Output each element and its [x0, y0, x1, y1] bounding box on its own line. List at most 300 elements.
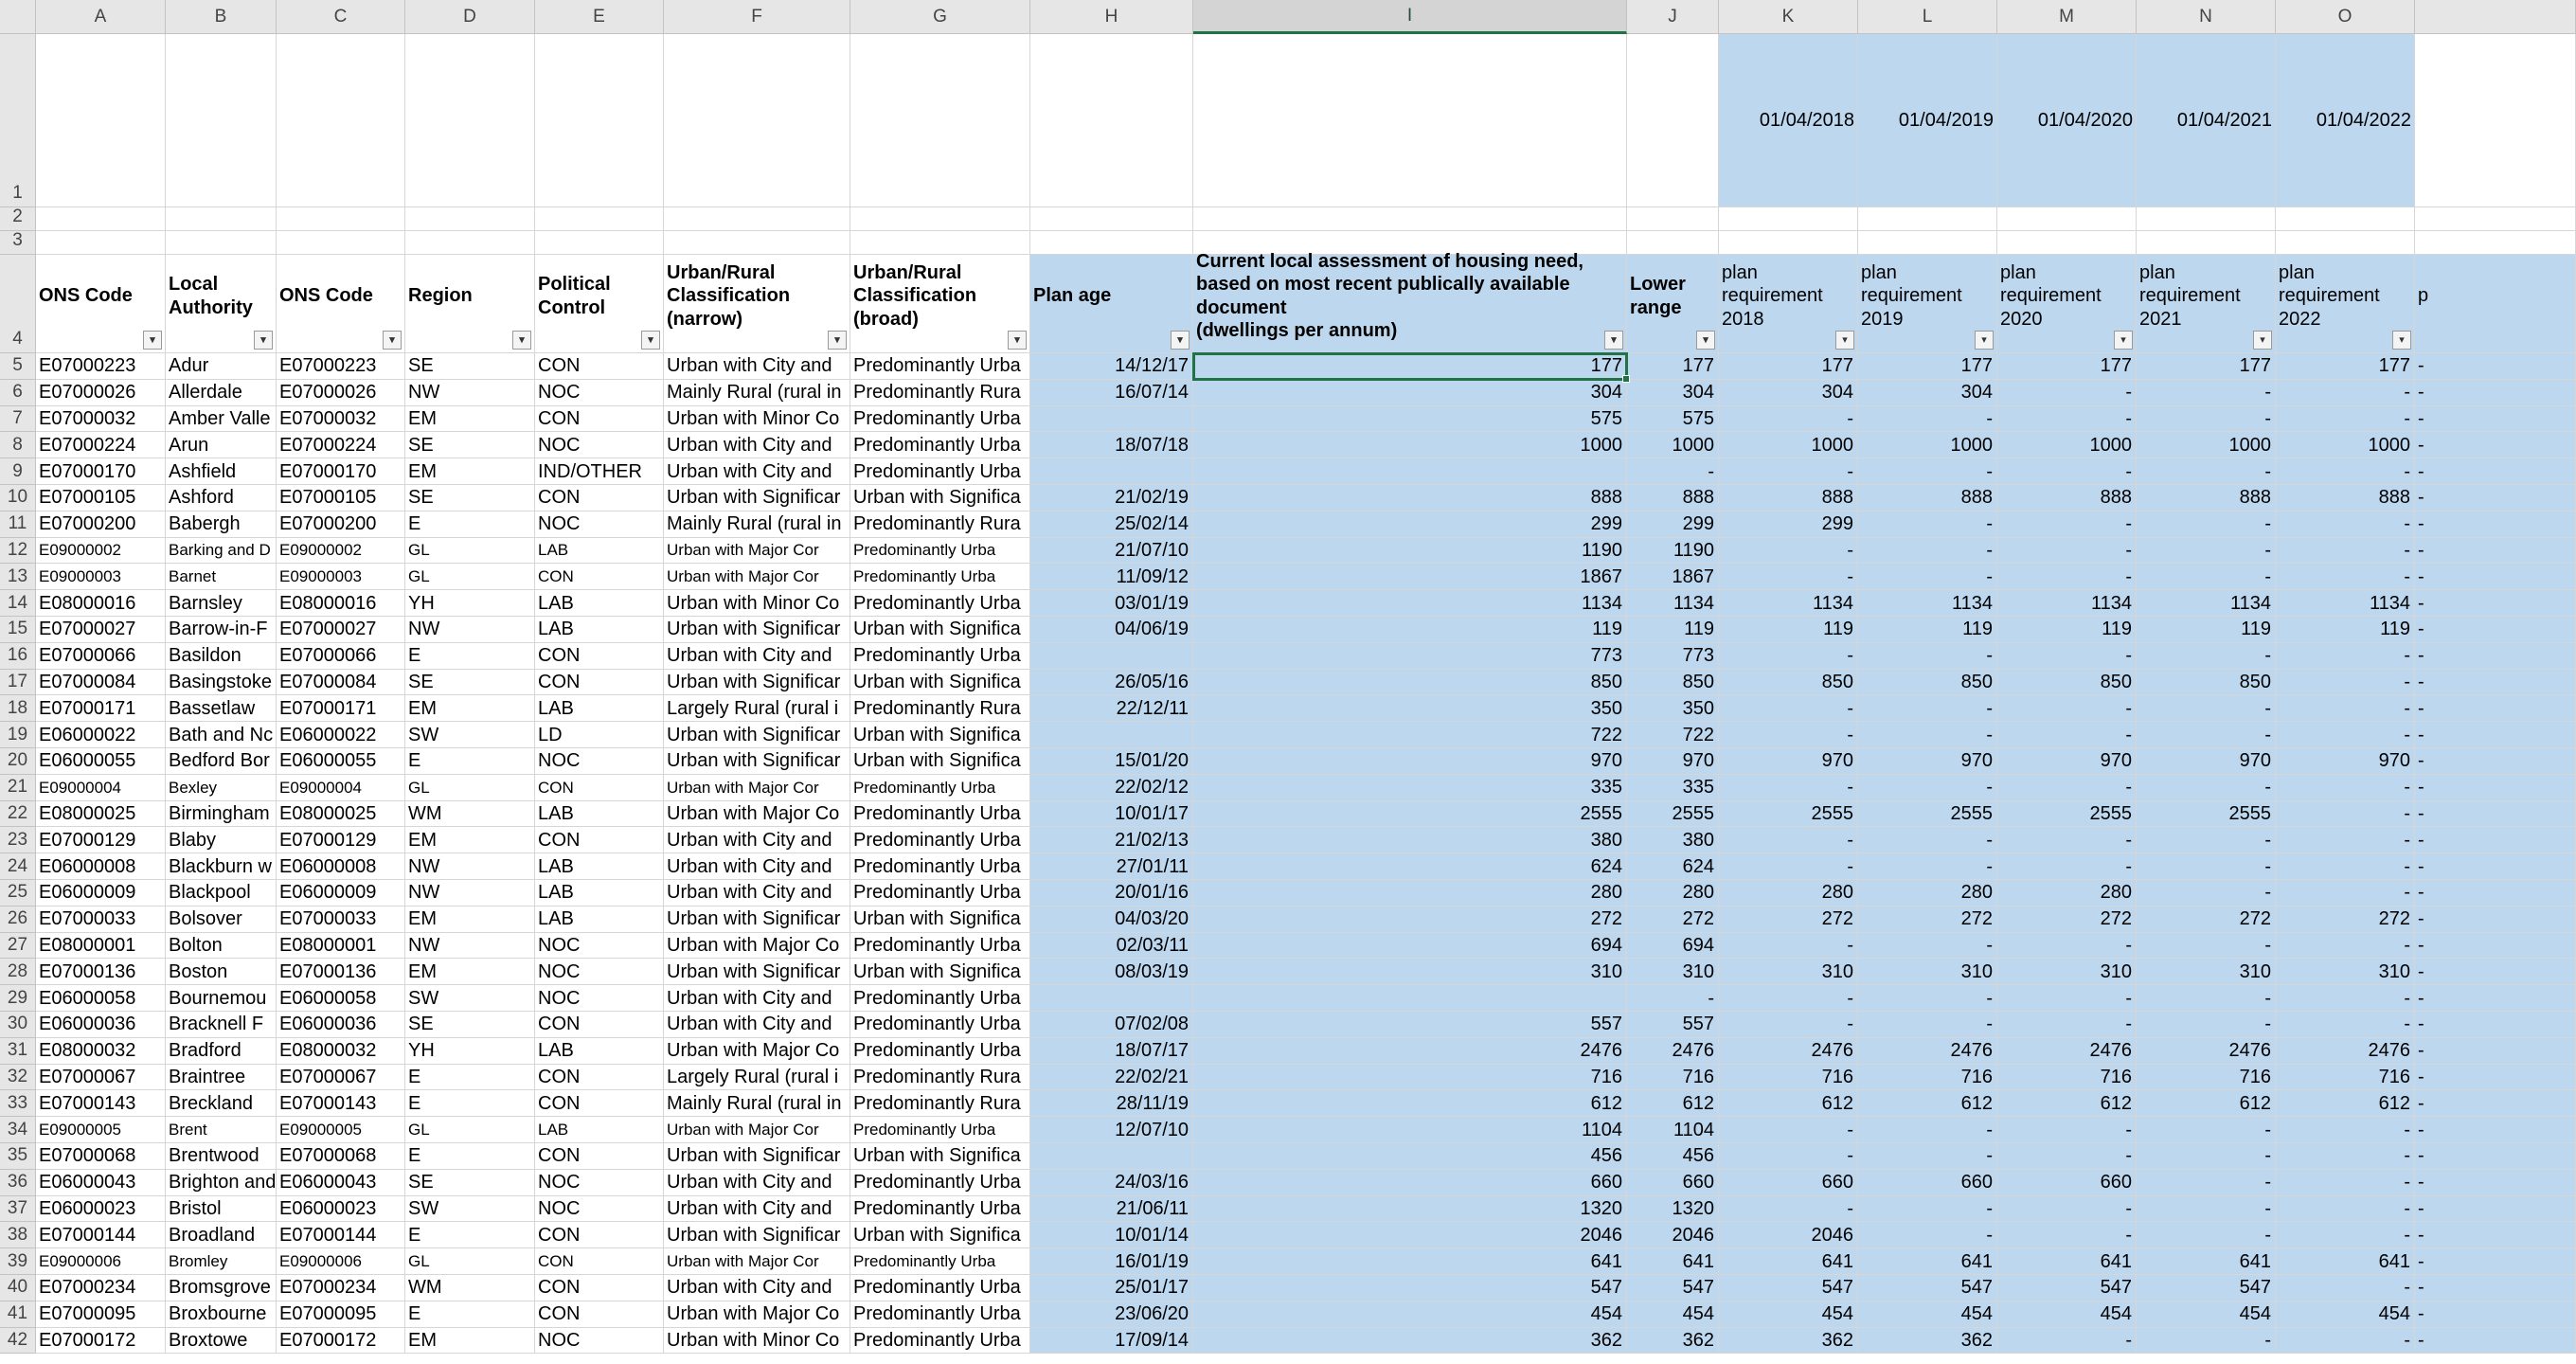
row-header[interactable]: 14 — [0, 590, 36, 617]
data-cell[interactable]: E07000033 — [36, 906, 166, 933]
row-header[interactable]: 40 — [0, 1275, 36, 1301]
data-cell[interactable]: - — [1858, 827, 1997, 853]
data-cell[interactable]: SW — [405, 1196, 535, 1223]
data-cell[interactable]: - — [1858, 722, 1997, 748]
column-header[interactable]: B — [166, 0, 277, 34]
data-cell[interactable]: Urban with Minor Co — [664, 590, 850, 617]
data-cell[interactable]: Urban with Significar — [664, 906, 850, 933]
data-cell[interactable]: 641 — [2276, 1248, 2415, 1275]
data-cell[interactable]: - — [2137, 406, 2276, 433]
data-cell[interactable]: 24/03/16 — [1030, 1170, 1193, 1196]
data-cell[interactable]: - — [1858, 1222, 1997, 1248]
data-cell[interactable]: Urban with City and — [664, 643, 850, 670]
data-cell[interactable]: Urban with City and — [664, 1012, 850, 1038]
data-cell[interactable]: E07000095 — [277, 1301, 405, 1328]
data-cell[interactable]: - — [2415, 695, 2576, 722]
data-cell[interactable]: E06000058 — [277, 985, 405, 1012]
data-cell[interactable]: - — [2415, 590, 2576, 617]
data-cell[interactable]: 547 — [1719, 1275, 1858, 1301]
data-cell[interactable]: 14/12/17 — [1030, 353, 1193, 380]
data-cell[interactable]: 716 — [1627, 1065, 1719, 1091]
column-title-cell[interactable] — [2415, 255, 2576, 353]
data-cell[interactable]: E07000143 — [277, 1090, 405, 1117]
row-header[interactable]: 3 — [0, 231, 36, 255]
data-cell[interactable]: 716 — [1719, 1065, 1858, 1091]
column-header[interactable]: N — [2137, 0, 2276, 34]
data-cell[interactable]: Predominantly Urba — [850, 458, 1030, 485]
filter-dropdown-icon[interactable]: ▾ — [1835, 331, 1854, 350]
column-header[interactable]: C — [277, 0, 405, 34]
filter-dropdown-icon[interactable]: ▾ — [254, 331, 273, 350]
data-cell[interactable]: E06000058 — [36, 985, 166, 1012]
data-cell[interactable]: - — [2137, 853, 2276, 880]
data-cell[interactable]: 299 — [1719, 512, 1858, 538]
data-cell[interactable]: 350 — [1627, 695, 1719, 722]
data-cell[interactable]: 350 — [1193, 695, 1627, 722]
date-header-cell[interactable]: 01/04/2019 — [1858, 34, 1997, 207]
data-cell[interactable]: Urban with Significar — [664, 1222, 850, 1248]
row-header[interactable]: 26 — [0, 906, 36, 933]
row-header[interactable]: 8 — [0, 432, 36, 458]
data-cell[interactable]: - — [1719, 1143, 1858, 1170]
data-cell[interactable]: 119 — [1858, 617, 1997, 643]
cell[interactable] — [166, 207, 277, 231]
date-header-cell[interactable]: 01/04/2018 — [1719, 34, 1858, 207]
data-cell[interactable]: Urban with Major Co — [664, 1038, 850, 1065]
data-cell[interactable]: - — [2415, 775, 2576, 801]
data-cell[interactable]: Predominantly Rura — [850, 512, 1030, 538]
select-all-corner[interactable] — [0, 0, 36, 34]
data-cell[interactable]: E07000084 — [36, 670, 166, 696]
data-cell[interactable]: NOC — [535, 512, 664, 538]
data-cell[interactable]: Barrow-in-F — [166, 617, 277, 643]
data-cell[interactable]: - — [1997, 406, 2137, 433]
data-cell[interactable]: Urban with Significar — [664, 617, 850, 643]
data-cell[interactable]: Predominantly Rura — [850, 380, 1030, 406]
data-cell[interactable]: - — [2137, 1328, 2276, 1355]
data-cell[interactable]: Urban with City and — [664, 985, 850, 1012]
data-cell[interactable]: CON — [535, 353, 664, 380]
data-cell[interactable]: 716 — [1858, 1065, 1997, 1091]
data-cell[interactable]: 612 — [2137, 1090, 2276, 1117]
data-cell[interactable]: 2555 — [1997, 801, 2137, 828]
data-cell[interactable]: - — [1997, 722, 2137, 748]
data-cell[interactable]: 310 — [2276, 959, 2415, 985]
data-cell[interactable]: - — [2137, 933, 2276, 960]
column-header[interactable]: G — [850, 0, 1030, 34]
date-header-cell[interactable]: 01/04/2020 — [1997, 34, 2137, 207]
data-cell[interactable]: - — [2415, 485, 2576, 512]
data-cell[interactable]: 177 — [1627, 353, 1719, 380]
column-header[interactable]: E — [535, 0, 664, 34]
data-cell[interactable]: - — [2137, 827, 2276, 853]
data-cell[interactable]: Brentwood — [166, 1143, 277, 1170]
data-cell[interactable]: Predominantly Urba — [850, 590, 1030, 617]
data-cell[interactable]: Broadland — [166, 1222, 277, 1248]
data-cell[interactable]: 612 — [1997, 1090, 2137, 1117]
data-cell[interactable]: CON — [535, 1090, 664, 1117]
data-cell[interactable]: - — [1997, 933, 2137, 960]
data-cell[interactable]: Predominantly Urba — [850, 775, 1030, 801]
data-cell[interactable]: Predominantly Urba — [850, 985, 1030, 1012]
data-cell[interactable]: 547 — [1193, 1275, 1627, 1301]
data-cell[interactable]: - — [1997, 564, 2137, 590]
data-cell[interactable]: Urban with Significa — [850, 1143, 1030, 1170]
data-cell[interactable]: E09000004 — [277, 775, 405, 801]
data-cell[interactable]: - — [1997, 775, 2137, 801]
data-cell[interactable]: - — [1858, 538, 1997, 565]
data-cell[interactable]: SE — [405, 485, 535, 512]
data-cell[interactable]: - — [2276, 670, 2415, 696]
column-header[interactable]: H — [1030, 0, 1193, 34]
data-cell[interactable]: GL — [405, 538, 535, 565]
data-cell[interactable]: - — [2415, 748, 2576, 775]
data-cell[interactable] — [1030, 406, 1193, 433]
data-cell[interactable]: - — [2276, 775, 2415, 801]
data-cell[interactable]: 1867 — [1193, 564, 1627, 590]
data-cell[interactable]: 2555 — [2137, 801, 2276, 828]
data-cell[interactable]: 850 — [1719, 670, 1858, 696]
data-cell[interactable]: - — [2415, 380, 2576, 406]
data-cell[interactable]: 362 — [1858, 1328, 1997, 1355]
cell[interactable] — [405, 34, 535, 207]
cell[interactable] — [277, 207, 405, 231]
data-cell[interactable]: 310 — [1997, 959, 2137, 985]
filter-dropdown-icon[interactable]: ▾ — [1975, 331, 1994, 350]
data-cell[interactable]: E07000170 — [277, 458, 405, 485]
data-cell[interactable]: - — [2137, 564, 2276, 590]
data-cell[interactable]: - — [1719, 538, 1858, 565]
row-header[interactable]: 29 — [0, 985, 36, 1012]
data-cell[interactable]: Mainly Rural (rural in — [664, 380, 850, 406]
filter-dropdown-icon[interactable]: ▾ — [2253, 331, 2272, 350]
data-cell[interactable]: 304 — [1627, 380, 1719, 406]
data-cell[interactable]: - — [2415, 353, 2576, 380]
data-cell[interactable]: 21/02/19 — [1030, 485, 1193, 512]
data-cell[interactable]: 888 — [2137, 485, 2276, 512]
data-cell[interactable]: NW — [405, 617, 535, 643]
data-cell[interactable]: Predominantly Urba — [850, 432, 1030, 458]
data-cell[interactable]: 1134 — [1193, 590, 1627, 617]
data-cell[interactable]: - — [2137, 1170, 2276, 1196]
data-cell[interactable]: CON — [535, 1012, 664, 1038]
data-cell[interactable]: E07000200 — [36, 512, 166, 538]
data-cell[interactable]: - — [1719, 458, 1858, 485]
row-header[interactable]: 16 — [0, 643, 36, 670]
row-header[interactable]: 39 — [0, 1248, 36, 1275]
data-cell[interactable]: - — [2276, 827, 2415, 853]
data-cell[interactable]: 304 — [1858, 380, 1997, 406]
data-cell[interactable]: Urban with Significa — [850, 722, 1030, 748]
data-cell[interactable]: - — [2415, 1301, 2576, 1328]
data-cell[interactable]: - — [1719, 1012, 1858, 1038]
data-cell[interactable]: 722 — [1627, 722, 1719, 748]
data-cell[interactable]: 716 — [2137, 1065, 2276, 1091]
data-cell[interactable]: LAB — [535, 906, 664, 933]
data-cell[interactable]: 694 — [1193, 933, 1627, 960]
data-cell[interactable]: Urban with City and — [664, 880, 850, 906]
data-cell[interactable]: 177 — [1858, 353, 1997, 380]
data-cell[interactable]: Urban with Significar — [664, 485, 850, 512]
data-cell[interactable]: E07000171 — [36, 695, 166, 722]
data-cell[interactable]: 280 — [1997, 880, 2137, 906]
data-cell[interactable]: 456 — [1627, 1143, 1719, 1170]
data-cell[interactable]: NOC — [535, 933, 664, 960]
data-cell[interactable]: 2476 — [1858, 1038, 1997, 1065]
data-cell[interactable]: 10/01/14 — [1030, 1222, 1193, 1248]
data-cell[interactable]: CON — [535, 1065, 664, 1091]
data-cell[interactable]: Urban with Significa — [850, 617, 1030, 643]
column-title-cell[interactable] — [2276, 255, 2415, 353]
data-cell[interactable]: E07000027 — [36, 617, 166, 643]
data-cell[interactable]: E06000023 — [277, 1196, 405, 1223]
data-cell[interactable]: CON — [535, 564, 664, 590]
data-cell[interactable]: - — [1719, 827, 1858, 853]
data-cell[interactable]: - — [2276, 538, 2415, 565]
data-cell[interactable]: 25/02/14 — [1030, 512, 1193, 538]
data-cell[interactable]: 2046 — [1193, 1222, 1627, 1248]
data-cell[interactable]: 2476 — [2137, 1038, 2276, 1065]
data-cell[interactable]: - — [2276, 1170, 2415, 1196]
data-cell[interactable]: - — [2415, 1275, 2576, 1301]
data-cell[interactable]: E07000095 — [36, 1301, 166, 1328]
data-cell[interactable]: 177 — [1719, 353, 1858, 380]
data-cell[interactable]: 16/07/14 — [1030, 380, 1193, 406]
data-cell[interactable]: 694 — [1627, 933, 1719, 960]
row-header[interactable]: 18 — [0, 695, 36, 722]
data-cell[interactable]: GL — [405, 564, 535, 590]
data-cell[interactable]: 272 — [1193, 906, 1627, 933]
data-cell[interactable]: 08/03/19 — [1030, 959, 1193, 985]
data-cell[interactable]: EM — [405, 827, 535, 853]
data-cell[interactable]: Bromley — [166, 1248, 277, 1275]
data-cell[interactable]: - — [1719, 1117, 1858, 1143]
data-cell[interactable]: E06000022 — [277, 722, 405, 748]
column-header[interactable] — [2415, 0, 2576, 34]
filter-dropdown-icon[interactable]: ▾ — [2392, 331, 2411, 350]
data-cell[interactable]: E07000224 — [277, 432, 405, 458]
column-title-cell[interactable] — [1193, 250, 1627, 353]
data-cell[interactable]: - — [2415, 1143, 2576, 1170]
data-cell[interactable]: EM — [405, 406, 535, 433]
data-cell[interactable]: - — [2137, 695, 2276, 722]
data-cell[interactable]: Bolton — [166, 933, 277, 960]
data-cell[interactable]: E09000006 — [36, 1248, 166, 1275]
cell[interactable] — [1719, 207, 1858, 231]
data-cell[interactable]: NOC — [535, 748, 664, 775]
data-cell[interactable]: 888 — [1997, 485, 2137, 512]
data-cell[interactable]: NOC — [535, 985, 664, 1012]
data-cell[interactable]: 119 — [1627, 617, 1719, 643]
data-cell[interactable]: LAB — [535, 1038, 664, 1065]
cell[interactable] — [1030, 34, 1193, 207]
data-cell[interactable] — [1030, 985, 1193, 1012]
cell[interactable] — [1030, 207, 1193, 231]
data-cell[interactable]: 17/09/14 — [1030, 1328, 1193, 1355]
data-cell[interactable]: 773 — [1193, 643, 1627, 670]
data-cell[interactable]: - — [1719, 695, 1858, 722]
data-cell[interactable]: - — [1997, 512, 2137, 538]
data-cell[interactable]: 299 — [1193, 512, 1627, 538]
data-cell[interactable]: 280 — [1858, 880, 1997, 906]
data-cell[interactable]: 454 — [1719, 1301, 1858, 1328]
data-cell[interactable]: CON — [535, 485, 664, 512]
data-cell[interactable]: E06000022 — [36, 722, 166, 748]
data-cell[interactable]: NOC — [535, 1170, 664, 1196]
data-cell[interactable]: E — [405, 1301, 535, 1328]
data-cell[interactable]: 888 — [1719, 485, 1858, 512]
data-cell[interactable]: 26/05/16 — [1030, 670, 1193, 696]
data-cell[interactable]: 310 — [1627, 959, 1719, 985]
cell[interactable] — [2415, 207, 2576, 231]
data-cell[interactable]: Predominantly Urba — [850, 1117, 1030, 1143]
row-header[interactable]: 42 — [0, 1328, 36, 1355]
data-cell[interactable]: 1190 — [1193, 538, 1627, 565]
data-cell[interactable]: 716 — [2276, 1065, 2415, 1091]
cell[interactable] — [1858, 207, 1997, 231]
data-cell[interactable]: E — [405, 1065, 535, 1091]
data-cell[interactable]: - — [2137, 880, 2276, 906]
data-cell[interactable]: 2476 — [2276, 1038, 2415, 1065]
row-header[interactable]: 30 — [0, 1012, 36, 1038]
data-cell[interactable]: E07000032 — [277, 406, 405, 433]
data-cell[interactable]: E07000144 — [36, 1222, 166, 1248]
data-cell[interactable]: 20/01/16 — [1030, 880, 1193, 906]
data-cell[interactable]: 1134 — [1997, 590, 2137, 617]
data-cell[interactable]: - — [2415, 538, 2576, 565]
row-header[interactable]: 7 — [0, 406, 36, 433]
data-cell[interactable]: Bassetlaw — [166, 695, 277, 722]
data-cell[interactable]: 660 — [1719, 1170, 1858, 1196]
data-cell[interactable]: 2476 — [1719, 1038, 1858, 1065]
data-cell[interactable]: EM — [405, 1328, 535, 1355]
data-cell[interactable]: - — [2276, 380, 2415, 406]
data-cell[interactable]: E07000129 — [277, 827, 405, 853]
data-cell[interactable]: Predominantly Urba — [850, 1328, 1030, 1355]
data-cell[interactable]: 362 — [1627, 1328, 1719, 1355]
data-cell[interactable]: LAB — [535, 1117, 664, 1143]
data-cell[interactable]: Mainly Rural (rural in — [664, 512, 850, 538]
data-cell[interactable]: - — [1997, 695, 2137, 722]
data-cell[interactable]: Ashford — [166, 485, 277, 512]
data-cell[interactable]: E08000001 — [36, 933, 166, 960]
data-cell[interactable]: 1867 — [1627, 564, 1719, 590]
data-cell[interactable]: E07000136 — [36, 959, 166, 985]
data-cell[interactable]: 21/02/13 — [1030, 827, 1193, 853]
data-cell[interactable]: 22/02/12 — [1030, 775, 1193, 801]
data-cell[interactable]: - — [2415, 1065, 2576, 1091]
data-cell[interactable]: - — [2415, 406, 2576, 433]
column-title-cell[interactable] — [535, 255, 664, 353]
cell[interactable] — [664, 34, 850, 207]
data-cell[interactable]: 970 — [1627, 748, 1719, 775]
data-cell[interactable]: 716 — [1997, 1065, 2137, 1091]
data-cell[interactable]: Allerdale — [166, 380, 277, 406]
data-cell[interactable]: - — [2276, 1328, 2415, 1355]
cell[interactable] — [2415, 34, 2576, 207]
data-cell[interactable]: - — [1997, 643, 2137, 670]
data-cell[interactable]: Predominantly Urba — [850, 801, 1030, 828]
data-cell[interactable]: LAB — [535, 695, 664, 722]
data-cell[interactable] — [1193, 985, 1627, 1012]
data-cell[interactable]: 310 — [1193, 959, 1627, 985]
data-cell[interactable]: Predominantly Urba — [850, 1038, 1030, 1065]
data-cell[interactable]: 850 — [1193, 670, 1627, 696]
data-cell[interactable]: E09000002 — [36, 538, 166, 565]
data-cell[interactable]: E07000067 — [277, 1065, 405, 1091]
cell[interactable] — [1719, 231, 1858, 255]
cell[interactable] — [664, 207, 850, 231]
column-header[interactable]: K — [1719, 0, 1858, 34]
data-cell[interactable]: EM — [405, 458, 535, 485]
data-cell[interactable]: 22/02/21 — [1030, 1065, 1193, 1091]
data-cell[interactable]: Urban with Significa — [850, 959, 1030, 985]
data-cell[interactable]: 1134 — [1627, 590, 1719, 617]
row-header[interactable]: 10 — [0, 485, 36, 512]
cell[interactable] — [1193, 34, 1627, 207]
data-cell[interactable]: - — [2137, 512, 2276, 538]
data-cell[interactable]: - — [2276, 1196, 2415, 1223]
data-cell[interactable]: 454 — [2137, 1301, 2276, 1328]
filter-dropdown-icon[interactable]: ▾ — [1171, 331, 1190, 350]
column-header[interactable]: F — [664, 0, 850, 34]
data-cell[interactable]: LAB — [535, 617, 664, 643]
data-cell[interactable]: 612 — [2276, 1090, 2415, 1117]
cell[interactable] — [277, 34, 405, 207]
data-cell[interactable]: Urban with Major Cor — [664, 538, 850, 565]
data-cell[interactable]: YH — [405, 590, 535, 617]
data-cell[interactable]: 28/11/19 — [1030, 1090, 1193, 1117]
data-cell[interactable]: 888 — [2276, 485, 2415, 512]
data-cell[interactable]: - — [1997, 458, 2137, 485]
data-cell[interactable]: NOC — [535, 432, 664, 458]
data-cell[interactable]: 27/01/11 — [1030, 853, 1193, 880]
data-cell[interactable]: 2046 — [1627, 1222, 1719, 1248]
cell[interactable] — [1997, 231, 2137, 255]
data-cell[interactable]: - — [1997, 1196, 2137, 1223]
data-cell[interactable]: 970 — [2276, 748, 2415, 775]
data-cell[interactable]: E07000172 — [277, 1328, 405, 1355]
data-cell[interactable]: - — [1719, 643, 1858, 670]
data-cell[interactable]: - — [1858, 695, 1997, 722]
data-cell[interactable]: 612 — [1627, 1090, 1719, 1117]
data-cell[interactable]: E07000066 — [36, 643, 166, 670]
data-cell[interactable]: Bournemou — [166, 985, 277, 1012]
data-cell[interactable]: Predominantly Urba — [850, 853, 1030, 880]
column-title-cell[interactable] — [664, 255, 850, 353]
data-cell[interactable]: Urban with Significa — [850, 485, 1030, 512]
data-cell[interactable]: 641 — [1858, 1248, 1997, 1275]
data-cell[interactable] — [1030, 1143, 1193, 1170]
data-cell[interactable]: - — [1858, 643, 1997, 670]
row-header[interactable]: 21 — [0, 775, 36, 801]
column-title-cell[interactable] — [1858, 255, 1997, 353]
data-cell[interactable]: 454 — [1997, 1301, 2137, 1328]
data-cell[interactable]: - — [2137, 1196, 2276, 1223]
cell[interactable] — [1030, 231, 1193, 255]
data-cell[interactable]: - — [2276, 933, 2415, 960]
data-cell[interactable]: 612 — [1719, 1090, 1858, 1117]
data-cell[interactable]: 272 — [1627, 906, 1719, 933]
column-header[interactable]: A — [36, 0, 166, 34]
data-cell[interactable]: - — [2276, 1012, 2415, 1038]
data-cell[interactable]: 641 — [1997, 1248, 2137, 1275]
data-cell[interactable]: Barking and D — [166, 538, 277, 565]
data-cell[interactable]: 1000 — [2276, 432, 2415, 458]
data-cell[interactable]: SE — [405, 1012, 535, 1038]
data-cell[interactable]: 722 — [1193, 722, 1627, 748]
data-cell[interactable]: NW — [405, 880, 535, 906]
